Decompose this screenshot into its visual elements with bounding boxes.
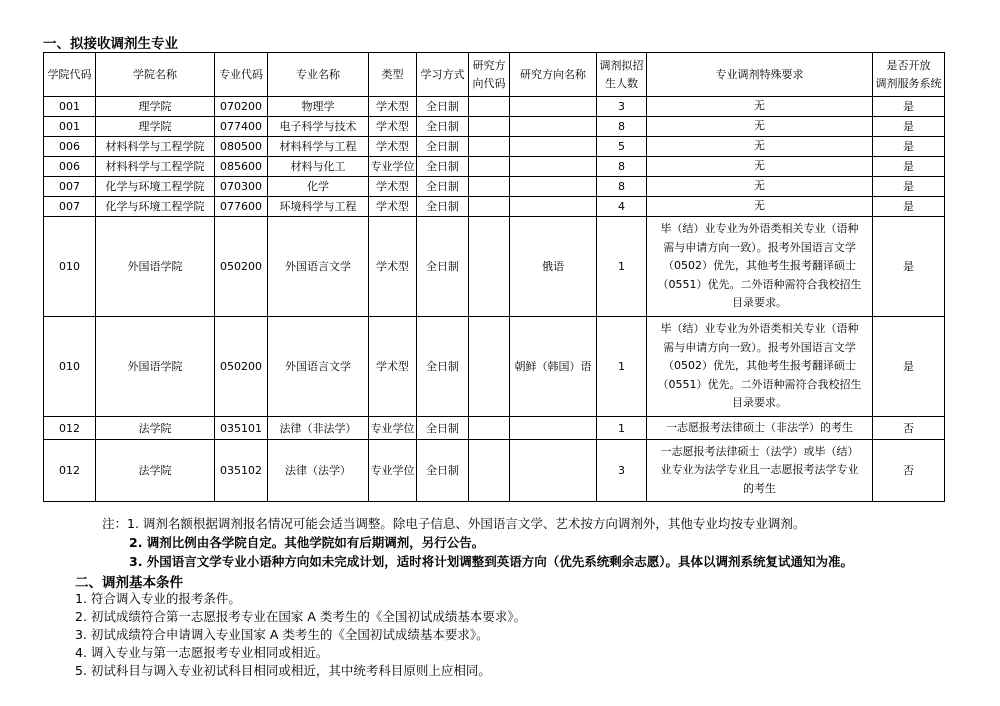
- cell-college-code: 007: [44, 197, 96, 217]
- cell-major-code: 080500: [215, 137, 268, 157]
- cell-major-name: 外国语言文学: [268, 217, 369, 317]
- cell-college-code: 010: [44, 217, 96, 317]
- header-major-code: 专业代码: [215, 53, 268, 97]
- table-row: [44, 157, 945, 177]
- cell-type: 专业学位: [369, 440, 417, 502]
- cell-major-code: 035102: [215, 440, 268, 502]
- cell-type: 学术型: [369, 117, 417, 137]
- cell-type: 学术型: [369, 97, 417, 117]
- requirement-line: 无: [754, 199, 765, 213]
- cell-major-code: 050200: [215, 217, 268, 317]
- table-row: [44, 317, 945, 417]
- cell-requirements: [647, 97, 873, 117]
- condition-item: 5. 初试科目与调入专业初试科目相同或相近，其中统考科目原则上应相同。: [75, 663, 491, 678]
- header-open: [873, 53, 945, 97]
- cell-direction-code: [469, 137, 510, 157]
- cell-college-name: 材料科学与工程学院: [96, 157, 215, 177]
- note-2: 2. 调剂比例由各学院自定。其他学院如有后期调剂，另行公告。: [129, 535, 485, 550]
- cell-major-name: 法律（非法学）: [268, 417, 369, 440]
- cell-major-name: 法律（法学）: [268, 440, 369, 502]
- requirement-line: 无: [754, 179, 765, 193]
- cell-open: 是: [873, 157, 945, 177]
- cell-direction-code: [469, 217, 510, 317]
- cell-college-code: 001: [44, 97, 96, 117]
- requirement-line: 一志愿报考法律硕士（非法学）的考生: [666, 420, 853, 434]
- cell-requirements: [647, 197, 873, 217]
- cell-major-name: 材料与化工: [268, 157, 369, 177]
- note-3: 3. 外国语言文学专业小语种方向如未完成计划，适时将计划调整到英语方向（优先系统剩余志愿）。具体以调剂系统复试通知为准。: [129, 554, 854, 569]
- cell-college-name: 化学与环境工程学院: [96, 177, 215, 197]
- cell-type: 学术型: [369, 217, 417, 317]
- table-row: [44, 117, 945, 137]
- cell-major-code: 050200: [215, 317, 268, 417]
- header-study-mode: 学习方式: [417, 53, 469, 97]
- cell-college-name: 外国语学院: [96, 217, 215, 317]
- cell-planned: 8: [597, 117, 647, 137]
- cell-open: 是: [873, 137, 945, 157]
- cell-direction-name: [510, 177, 597, 197]
- requirement-line: （0551）优先。二外语种需符合我校招生: [657, 377, 862, 391]
- requirement-line: 无: [754, 159, 765, 173]
- header-planned-l1: 调剂拟招: [599, 58, 644, 72]
- cell-direction-name: [510, 157, 597, 177]
- cell-study-mode: 全日制: [417, 317, 469, 417]
- header-direction-code-l1: 研究方: [472, 58, 506, 72]
- cell-open: 是: [873, 177, 945, 197]
- cell-college-code: 006: [44, 157, 96, 177]
- cell-college-name: 化学与环境工程学院: [96, 197, 215, 217]
- cell-planned: 3: [597, 440, 647, 502]
- section1-title: 一、拟接收调剂生专业: [43, 36, 178, 52]
- cell-major-name: 化学: [268, 177, 369, 197]
- table-row: [44, 217, 945, 317]
- cell-requirements: [647, 117, 873, 137]
- cell-study-mode: 全日制: [417, 177, 469, 197]
- table-row: [44, 177, 945, 197]
- requirement-line: 需与申请方向一致）。报考外国语言文学: [663, 240, 856, 254]
- cell-planned: 3: [597, 97, 647, 117]
- cell-direction-code: [469, 440, 510, 502]
- condition-item: 2. 初试成绩符合第一志愿报考专业在国家 A 类考生的《全国初试成绩基本要求》。: [75, 609, 527, 624]
- cell-open: 否: [873, 440, 945, 502]
- cell-study-mode: 全日制: [417, 217, 469, 317]
- cell-major-code: 070200: [215, 97, 268, 117]
- cell-planned: 8: [597, 177, 647, 197]
- cell-direction-code: [469, 117, 510, 137]
- header-planned: [597, 53, 647, 97]
- requirement-line: （0551）优先。二外语种需符合我校招生: [657, 277, 862, 291]
- cell-study-mode: 全日制: [417, 417, 469, 440]
- cell-major-name: 材料科学与工程: [268, 137, 369, 157]
- cell-college-name: 理学院: [96, 117, 215, 137]
- cell-type: 学术型: [369, 197, 417, 217]
- requirement-line: 一志愿报考法律硕士（法学）或毕（结）: [660, 444, 859, 458]
- cell-direction-code: [469, 97, 510, 117]
- cell-planned: 5: [597, 137, 647, 157]
- requirement-line: 无: [754, 99, 765, 113]
- requirement-line: 毕（结）业专业为外语类相关专业（语种: [660, 222, 859, 236]
- header-direction-code: [469, 53, 510, 97]
- cell-college-name: 法学院: [96, 440, 215, 502]
- cell-study-mode: 全日制: [417, 197, 469, 217]
- table-header-row: [44, 53, 945, 97]
- cell-major-code: 077600: [215, 197, 268, 217]
- cell-study-mode: 全日制: [417, 117, 469, 137]
- cell-type: 学术型: [369, 317, 417, 417]
- requirement-line: 目录要求。: [732, 296, 787, 310]
- cell-college-name: 材料科学与工程学院: [96, 137, 215, 157]
- cell-direction-name: [510, 117, 597, 137]
- cell-direction-name: [510, 97, 597, 117]
- cell-major-code: 085600: [215, 157, 268, 177]
- cell-open: 是: [873, 97, 945, 117]
- requirement-line: 无: [754, 139, 765, 153]
- cell-planned: 1: [597, 417, 647, 440]
- cell-requirements: [647, 417, 873, 440]
- cell-direction-name: [510, 197, 597, 217]
- requirement-line: 无: [754, 119, 765, 133]
- header-open-l2: 调剂服务系统: [875, 76, 942, 90]
- cell-direction-name: 俄语: [510, 217, 597, 317]
- header-college-name: 学院名称: [96, 53, 215, 97]
- requirement-line: 目录要求。: [732, 396, 787, 410]
- requirement-line: （0502）优先，其他考生报考翻译硕士: [663, 259, 856, 273]
- cell-requirements: [647, 157, 873, 177]
- cell-open: 是: [873, 197, 945, 217]
- requirement-line: 的考生: [743, 481, 776, 495]
- table-row: [44, 97, 945, 117]
- cell-direction-name: 朝鲜（韩国）语: [510, 317, 597, 417]
- header-major-name: 专业名称: [268, 53, 369, 97]
- header-planned-l2: 生人数: [605, 76, 638, 90]
- header-direction-name: 研究方向名称: [510, 53, 597, 97]
- cell-type: 学术型: [369, 177, 417, 197]
- cell-direction-code: [469, 417, 510, 440]
- cell-direction-name: [510, 137, 597, 157]
- cell-college-name: 理学院: [96, 97, 215, 117]
- cell-type: 专业学位: [369, 157, 417, 177]
- cell-college-name: 外国语学院: [96, 317, 215, 417]
- cell-direction-code: [469, 197, 510, 217]
- cell-major-name: 电子科学与技术: [268, 117, 369, 137]
- cell-study-mode: 全日制: [417, 137, 469, 157]
- cell-planned: 1: [597, 217, 647, 317]
- cell-requirements: [647, 217, 873, 317]
- requirement-line: （0502）优先，其他考生报考翻译硕士: [663, 359, 856, 373]
- cell-college-code: 007: [44, 177, 96, 197]
- cell-study-mode: 全日制: [417, 440, 469, 502]
- cell-major-code: 070300: [215, 177, 268, 197]
- cell-college-code: 012: [44, 440, 96, 502]
- cell-open: 是: [873, 217, 945, 317]
- condition-item: 3. 初试成绩符合申请调入专业国家 A 类考生的《全国初试成绩基本要求》。: [75, 627, 489, 642]
- cell-open: 是: [873, 117, 945, 137]
- cell-college-code: 006: [44, 137, 96, 157]
- cell-requirements: [647, 137, 873, 157]
- cell-requirements: [647, 177, 873, 197]
- cell-type: 专业学位: [369, 417, 417, 440]
- cell-major-name: 物理学: [268, 97, 369, 117]
- cell-study-mode: 全日制: [417, 97, 469, 117]
- cell-type: 学术型: [369, 137, 417, 157]
- requirement-line: 毕（结）业专业为外语类相关专业（语种: [660, 322, 859, 336]
- header-open-l1: 是否开放: [886, 58, 931, 72]
- cell-college-name: 法学院: [96, 417, 215, 440]
- header-college-code: 学院代码: [44, 53, 96, 97]
- header-requirements: 专业调剂特殊要求: [647, 53, 873, 97]
- cell-study-mode: 全日制: [417, 157, 469, 177]
- cell-direction-code: [469, 317, 510, 417]
- table-row: [44, 417, 945, 440]
- table-row: [44, 197, 945, 217]
- cell-planned: 4: [597, 197, 647, 217]
- condition-item: 1. 符合调入专业的报考条件。: [75, 591, 241, 606]
- cell-direction-code: [469, 177, 510, 197]
- cell-requirements: [647, 440, 873, 502]
- table-row: [44, 137, 945, 157]
- note-1: 注：1. 调剂名额根据调剂报名情况可能会适当调整。除电子信息、外国语言文学、艺术按方向调剂外，其他专业均按专业调剂。: [102, 516, 806, 531]
- cell-direction-code: [469, 157, 510, 177]
- table-row: [44, 440, 945, 502]
- adjustment-table: [43, 52, 945, 502]
- requirement-line: 业专业为法学专业且一志愿报考法学专业: [660, 463, 859, 477]
- header-direction-code-l2: 向代码: [472, 76, 506, 90]
- section2-title: 二、调剂基本条件: [75, 575, 183, 591]
- cell-planned: 8: [597, 157, 647, 177]
- cell-major-name: 外国语言文学: [268, 317, 369, 417]
- header-type: 类型: [369, 53, 417, 97]
- cell-major-code: 035101: [215, 417, 268, 440]
- cell-planned: 1: [597, 317, 647, 417]
- cell-open: 是: [873, 317, 945, 417]
- cell-open: 否: [873, 417, 945, 440]
- condition-item: 4. 调入专业与第一志愿报考专业相同或相近。: [75, 645, 329, 660]
- cell-college-code: 010: [44, 317, 96, 417]
- cell-direction-name: [510, 417, 597, 440]
- cell-direction-name: [510, 440, 597, 502]
- cell-college-code: 001: [44, 117, 96, 137]
- cell-major-name: 环境科学与工程: [268, 197, 369, 217]
- cell-major-code: 077400: [215, 117, 268, 137]
- cell-college-code: 012: [44, 417, 96, 440]
- requirement-line: 需与申请方向一致）。报考外国语言文学: [663, 340, 856, 354]
- cell-requirements: [647, 317, 873, 417]
